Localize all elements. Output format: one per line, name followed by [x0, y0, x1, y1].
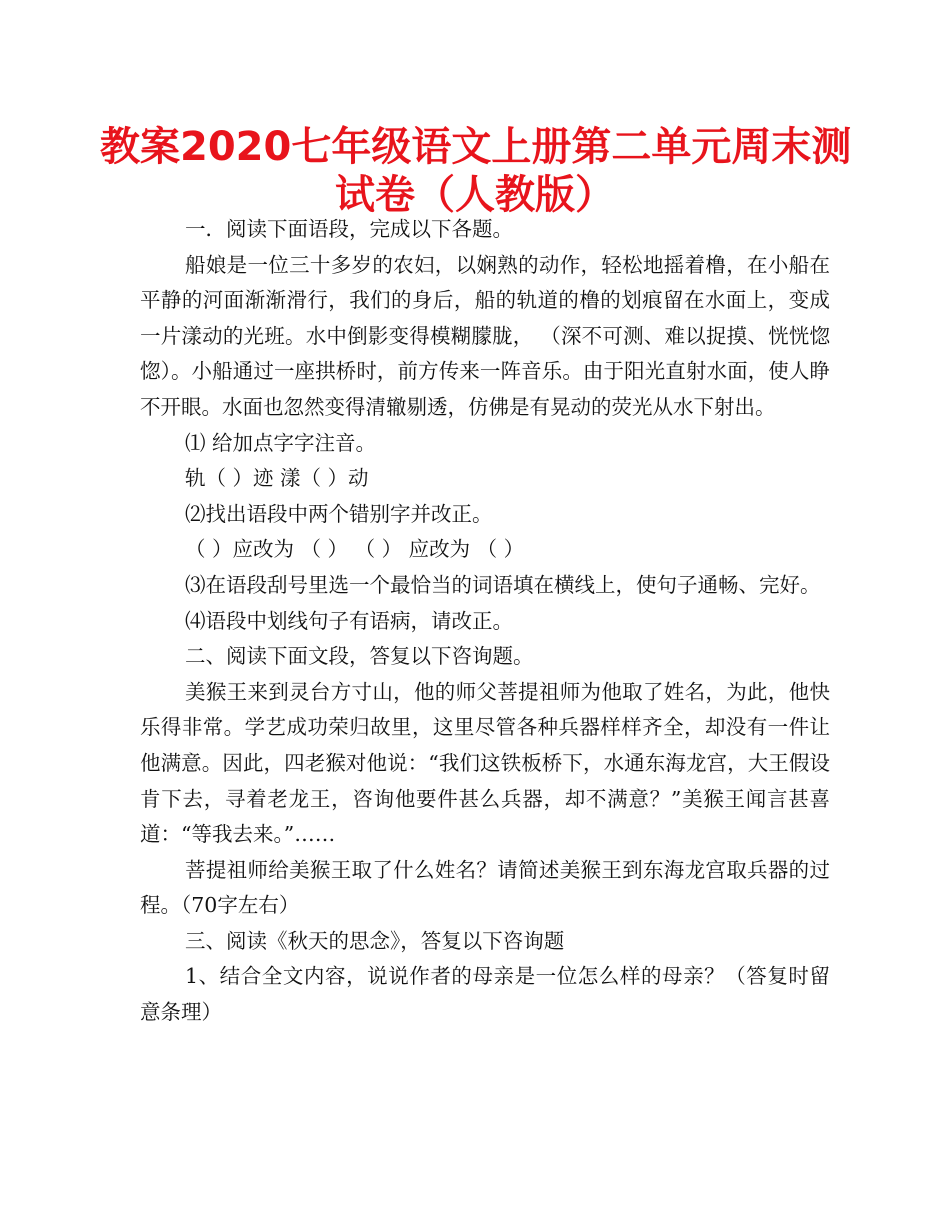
document-body	[140, 212, 830, 1031]
passage-1: 船娘是一位三十多岁的农妇，以娴熟的动作，轻松地摇着橹，在小船在平静的河面渐渐滑行，我们的身后，船的轨道的橹的划痕留在水面上，变成一片漾动的光班。水中倒影变得模糊朦胧， （深不可测、难以捉摸、恍恍惚惚）。小船通过一座拱桥时，前方传来一阵音乐。由于阳光直射水面，使人睁不开眼。水面也忽然变得清辙剔透，仿佛是有晃动的荧光从水下射出。	[140, 252, 830, 419]
question-1-2-blanks: （ ）应改为 （ ） （ ） 应改为 （ ）	[185, 537, 525, 562]
question-1-4: ⑷语段中划线句子有语病，请改正。	[185, 608, 513, 633]
section-1-heading: 一．阅读下面语段，完成以下各题。	[185, 217, 513, 241]
question-1-1-blanks: 轨（ ）迹 漾（ ）动	[185, 466, 369, 491]
document-title-line-2: 试卷（人教版）	[335, 172, 615, 218]
passage-2: 美猴王来到灵台方寸山，他的师父菩提祖师为他取了姓名，为此，他快乐得非常。学艺成功荣归故里，这里尽管各种兵器样样齐全，却没有一件让他满意。因此，四老猴对他说：“我们这铁板桥下，水通东海龙宫，大王假设肯下去，寻着老龙王，咨询他要件甚么兵器，却不满意？”美猴王闻言甚喜道：“等我去来。”……	[140, 679, 830, 847]
section-2-heading: 二、阅读下面文段，答复以下咨询题。	[185, 644, 534, 669]
section-3-heading: 三、阅读《秋天的思念》，答复以下咨询题	[185, 928, 565, 953]
question-1-3: ⑶在语段刮号里选一个最恰当的词语填在横线上，使句子通畅、完好。	[185, 572, 821, 597]
question-1-1: ⑴ 给加点字字注音。	[185, 430, 377, 455]
question-3-1: 1、结合全文内容，说说作者的母亲是一位怎么样的母亲？（答复时留意条理）	[140, 964, 830, 1025]
document-title-line-1: 教案2020七年级语文上册第二单元周末测	[100, 124, 852, 170]
question-1-2: ⑵找出语段中两个错别字并改正。	[185, 501, 493, 526]
question-2: 菩提祖师给美猴王取了什么姓名？请简述美猴王到东海龙宫取兵器的过程。（70字左右）	[140, 857, 830, 918]
